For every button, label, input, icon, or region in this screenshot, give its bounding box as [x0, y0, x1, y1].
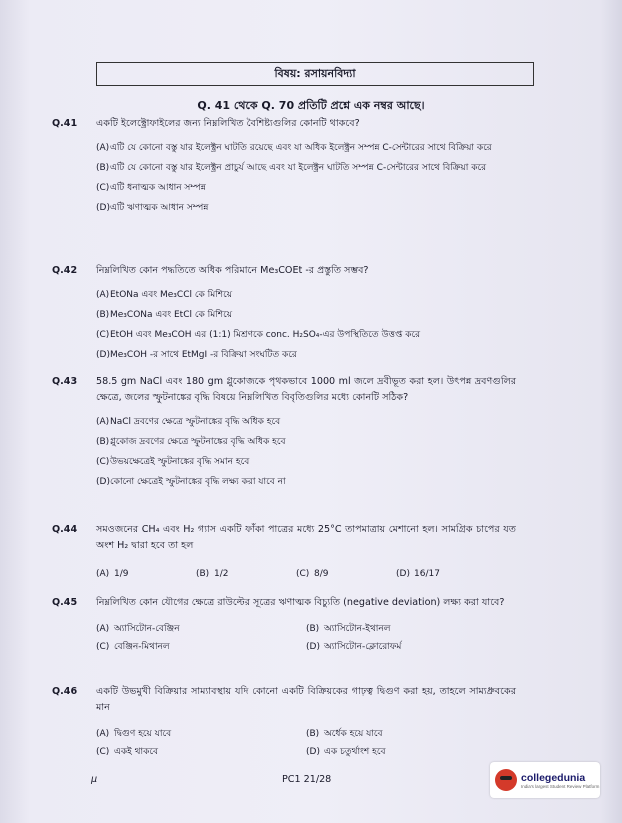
question-stem: নিম্নলিখিত কোন যৌগের ক্ষেত্রে রাউল্টের সূত্রের ঋণাত্মক বিচ্যুতি (negative deviation) লক্ষ্য করা যাবে? — [96, 597, 505, 608]
question-42 — [52, 263, 516, 363]
option-a: (A) EtONa এবং Me₃CCl কে মিশিয়ে — [96, 290, 233, 300]
question-number: Q.42 — [52, 265, 78, 276]
question-43 — [52, 374, 516, 490]
option-c: (C) উভয়ক্ষেত্রেই স্ফুটনাঙ্কের বৃদ্ধি সমান হবে — [96, 457, 250, 467]
option-d: (D) Me₃COH -র সাথে EtMgI -র বিক্রিয়া সংঘটিত করে — [96, 350, 297, 360]
mascot-icon — [495, 769, 517, 791]
watermark-name: collegedunia — [521, 771, 586, 784]
option-b: (B) অর্ধেক হয়ে যাবে — [306, 729, 383, 739]
watermark-tagline: India's largest Student Review Platform — [521, 783, 600, 789]
question-number: Q.45 — [52, 597, 78, 608]
question-46 — [52, 684, 516, 760]
subject-title: বিষয়: রসায়নবিদ্যা — [274, 67, 356, 80]
question-stem: নিম্নলিখিত কোন পদ্ধতিতে অধিক পরিমানে Me₃COEt -র প্রস্তুতি সম্ভব? — [96, 265, 369, 276]
option-c: (C) এটি ধনাত্মক আধান সম্পন্ন — [96, 183, 206, 193]
question-44 — [52, 522, 516, 582]
collegedunia-watermark — [490, 762, 600, 798]
option-c: (C) 8/9 — [296, 569, 329, 579]
question-45 — [52, 595, 516, 655]
option-c: (C) বেঞ্জিন-মিথানল — [96, 642, 170, 652]
option-a: (A) দ্বিগুণ হয়ে যাবে — [96, 729, 172, 739]
option-b: (B) অ্যাসিটোন-ইথানল — [306, 624, 391, 634]
question-number: Q.41 — [52, 118, 78, 129]
option-d: (D) অ্যাসিটোন-ক্লোরোফর্ম — [306, 642, 402, 652]
option-b: (B) এটি যে কোনো বস্তু যার ইলেক্ট্রন প্রাচুর্য আছে এবং যা ইলেক্ট্রন ঘাটতি সম্পন্ন C-সেন্টারের সাথে বিক্রিয়া করে — [96, 163, 487, 173]
subject-header — [96, 62, 534, 86]
option-b: (B) গ্লুকোজ দ্রবণের ক্ষেত্রে স্ফুটনাঙ্কের বৃদ্ধি অধিক হবে — [96, 437, 286, 447]
option-b: (B) Me₃CONa এবং EtCl কে মিশিয়ে — [96, 310, 233, 320]
option-d: (D) এক চতুর্থাংশ হবে — [306, 747, 386, 757]
marks-instruction: Q. 41 থেকে Q. 70 প্রতিটি প্রশ্নে এক নম্বর আছে। — [197, 99, 425, 112]
question-number: Q.46 — [52, 686, 78, 697]
option-d: (D) কোনো ক্ষেত্রেই স্ফুটনাঙ্কের বৃদ্ধি লক্ষ্য করা যাবে না — [96, 477, 286, 487]
option-d: (D) 16/17 — [396, 569, 440, 579]
footer-mark: μ — [91, 774, 98, 785]
question-stem: একটি ইলেক্ট্রোফাইলের জন্য নিম্নলিখিত বৈশিষ্ট্যগুলির কোনটি থাকবে? — [96, 118, 360, 129]
page-code: PC1 21/28 — [282, 774, 332, 785]
option-b: (B) 1/2 — [196, 569, 229, 579]
option-a: (A) NaCl দ্রবণের ক্ষেত্রে স্ফুটনাঙ্কের বৃদ্ধি অধিক হবে — [96, 417, 281, 427]
option-a: (A) 1/9 — [96, 569, 129, 579]
option-a: (A) অ্যাসিটোন-বেঞ্জিন — [96, 624, 180, 634]
option-c: (C) EtOH এবং Me₃COH এর (1:1) মিশ্রণকে conc. H₂SO₄-এর উপস্থিতিতে উত্তপ্ত করে — [96, 330, 421, 340]
question-41 — [52, 116, 516, 216]
question-number: Q.44 — [52, 524, 78, 535]
option-d: (D) এটি ঋণাত্মক আধান সম্পন্ন — [96, 203, 209, 213]
option-a: (A) এটি যে কোনো বস্তু যার ইলেক্ট্রন ঘাটতি রয়েছে এবং যা অধিক ইলেক্ট্রন সম্পন্ন C-সেন্টারের সাথে বিক্রিয়া করে — [96, 143, 492, 153]
question-stem: 58.5 gm NaCl এবং 180 gm গ্লুকোজকে পৃথকভাবে 1000 ml জলে দ্রবীভূত করা হল। উৎপন্ন দ্রবণগুলির ক্ষেত্রে, জলের স্ফুটনাঙ্কের বৃদ্ধি বিষয়ে নিম্নলিখিত বিবৃতিগুলির মধ্যে কোনটি সঠিক? — [96, 376, 516, 403]
question-stem: সমওজনের CH₄ এবং H₂ গ্যাস একটি ফাঁকা পাত্রের মধ্যে 25°C তাপমাত্রায় মেশানো হল। সামগ্রিক চাপের যত অংশ H₂ দ্বারা হবে তা হল — [96, 524, 516, 551]
question-stem: একটি উভমুখী বিক্রিয়ার সাম্যাবস্থায় যদি কোনো একটি বিক্রিয়কের গাঢ়ত্ব দ্বিগুণ করা হয়, তাহলে সাম্যধ্রুবকের মান — [96, 686, 516, 713]
question-number: Q.43 — [52, 376, 78, 387]
option-c: (C) একই থাকবে — [96, 747, 159, 757]
